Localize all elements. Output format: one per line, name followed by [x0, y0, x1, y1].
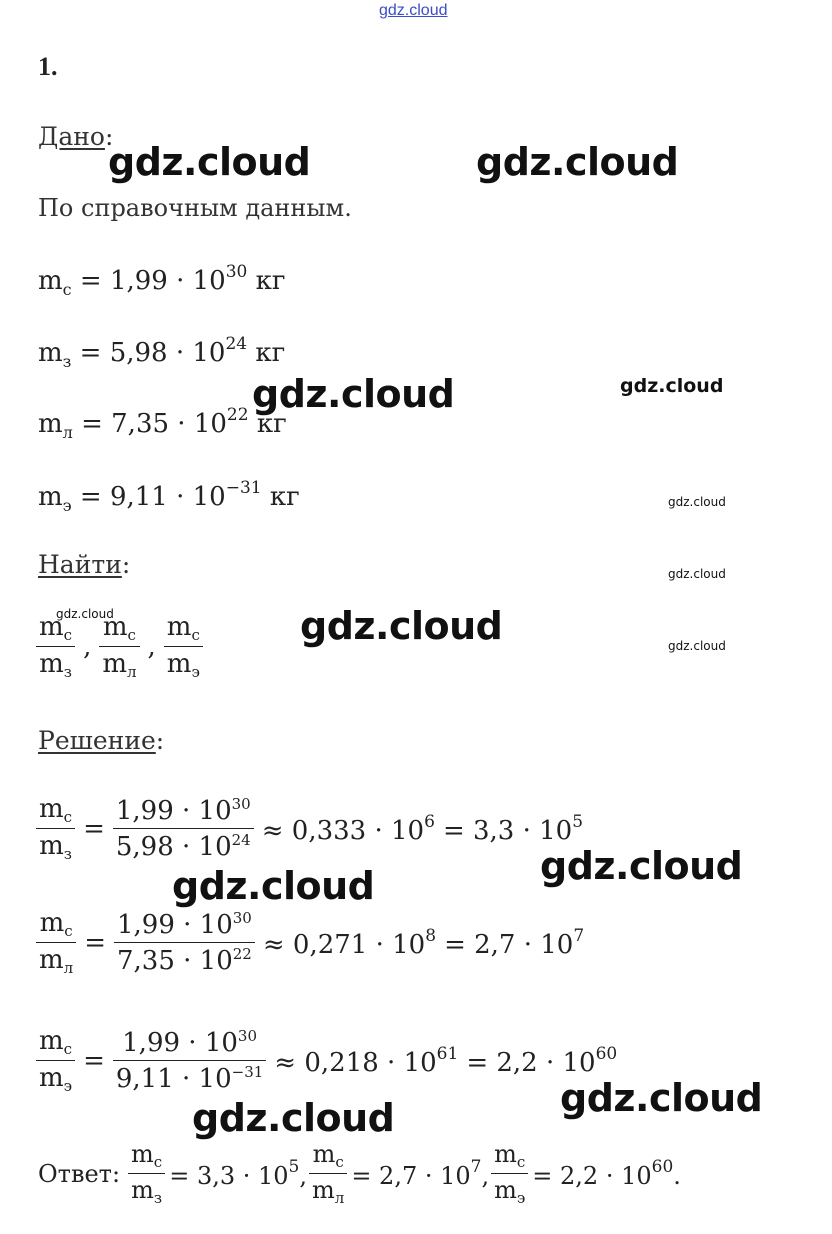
result-value: = 3,3 · 10 [442, 815, 573, 846]
answer-separator: . [673, 1162, 681, 1190]
solution-fraction [114, 909, 255, 976]
watermark: gdz.cloud [300, 604, 503, 648]
lhs-numerator-sub: с [63, 1040, 73, 1058]
find-ratio-sun-moon [99, 612, 139, 681]
lhs-numerator-sub: с [63, 808, 73, 826]
solution-lhs [36, 1026, 75, 1095]
approx-exp: 8 [425, 925, 437, 946]
find-ratios [36, 612, 203, 681]
watermark: gdz.cloud [620, 375, 724, 397]
fraction-denominator-exp: −31 [231, 1063, 264, 1081]
equals-sign: = [83, 1045, 105, 1076]
lhs-denominator-sub: э [63, 1077, 73, 1095]
ratio-numerator-sub: с [63, 626, 73, 644]
fraction-numerator-exp: 30 [237, 1027, 258, 1045]
answer-value-exp: 60 [651, 1157, 674, 1177]
fraction-numerator: 1,99 · 10 [116, 910, 233, 940]
answer-value [532, 1157, 681, 1190]
given-value: = 7,35 · 10 [81, 409, 227, 439]
answer-denominator: m [494, 1176, 517, 1204]
lhs-numerator: m [39, 908, 65, 938]
lhs-denominator: m [39, 831, 64, 861]
given-symbol-sub: э [62, 496, 72, 515]
answer-numerator-sub: с [153, 1153, 163, 1171]
approx-exp: 6 [424, 811, 435, 832]
result-exp: 5 [572, 811, 584, 832]
find-ratio-sun-electron [164, 612, 203, 681]
given-unit: кг [255, 266, 286, 296]
lhs-numerator: m [39, 1026, 64, 1056]
answer-value-text: = 2,7 · 10 [351, 1162, 471, 1190]
solution-result [444, 926, 584, 960]
ratio-denominator: m [39, 649, 64, 679]
answer-numerator: m [312, 1140, 336, 1168]
ratio-separator: , [147, 631, 156, 662]
answer-value-exp: 5 [288, 1157, 300, 1177]
ratio-numerator: m [39, 612, 64, 642]
solution-line-1 [36, 794, 583, 863]
answer-value-text: = 3,3 · 10 [169, 1162, 289, 1190]
answer-value-exp: 7 [470, 1157, 482, 1177]
solution-heading [38, 726, 164, 755]
watermark: gdz.cloud [476, 140, 679, 184]
find-ratio-sun-earth [36, 612, 75, 681]
find-heading [38, 550, 130, 579]
result-value: = 2,7 · 10 [444, 929, 574, 960]
answer-separator: , [299, 1162, 308, 1190]
answer-line [38, 1140, 681, 1207]
fraction-denominator: 9,11 · 10 [115, 1064, 232, 1094]
lhs-numerator: m [39, 794, 64, 824]
answer-ratio [128, 1140, 165, 1207]
answer-numerator-sub: с [516, 1153, 526, 1171]
ratio-numerator: m [102, 612, 128, 642]
answer-numerator: m [494, 1140, 517, 1168]
answer-value [351, 1157, 489, 1190]
ratio-denominator-sub: л [126, 663, 137, 681]
lhs-denominator: m [39, 1063, 64, 1093]
ratio-denominator-sub: э [191, 663, 200, 681]
answer-value-text: = 2,2 · 10 [532, 1162, 652, 1190]
watermark: gdz.cloud [668, 495, 726, 509]
fraction-numerator-exp: 30 [231, 795, 251, 813]
lhs-denominator-sub: л [63, 959, 74, 977]
given-symbol-sub: с [62, 280, 72, 299]
equals-sign: = [84, 927, 106, 958]
given-symbol-sub: з [62, 352, 72, 371]
solution-line-3 [36, 1026, 617, 1095]
result-exp: 60 [595, 1043, 618, 1064]
given-unit: кг [256, 409, 287, 439]
solution-approx [263, 926, 436, 960]
fraction-numerator: 1,99 · 10 [115, 796, 232, 826]
given-unit: кг [269, 482, 300, 512]
reference-note: По справочным данным. [38, 194, 352, 222]
ratio-denominator-sub: з [63, 663, 72, 681]
given-exponent: 24 [225, 334, 248, 354]
find-heading-colon: : [121, 550, 131, 579]
approx-value: ≈ 0,333 · 10 [261, 815, 425, 846]
fraction-denominator-exp: 24 [231, 831, 251, 849]
watermark: gdz.cloud [108, 140, 311, 184]
fraction-denominator: 7,35 · 10 [116, 946, 233, 976]
fraction-numerator-exp: 30 [232, 909, 252, 927]
watermark-top-link[interactable]: gdz.cloud [379, 2, 448, 19]
watermark: gdz.cloud [668, 567, 726, 581]
answer-denominator-sub: л [334, 1189, 345, 1207]
answer-denominator: m [131, 1176, 154, 1204]
ratio-numerator: m [166, 612, 192, 642]
watermark: gdz.cloud [560, 1076, 763, 1120]
lhs-denominator-sub: з [63, 845, 72, 863]
answer-value [169, 1157, 307, 1190]
ratio-denominator: m [102, 649, 127, 679]
watermark: gdz.cloud [56, 607, 114, 621]
given-symbol: m [38, 338, 63, 368]
given-unit: кг [255, 338, 286, 368]
result-value: = 2,2 · 10 [466, 1047, 596, 1078]
approx-value: ≈ 0,271 · 10 [262, 929, 426, 960]
solution-approx [262, 812, 435, 846]
answer-numerator-sub: с [335, 1153, 344, 1171]
ratio-denominator: m [166, 649, 192, 679]
answer-label: Ответ: [38, 1159, 121, 1188]
answer-denominator-sub: з [153, 1189, 163, 1207]
given-item-sun [38, 262, 286, 299]
solution-approx [274, 1044, 458, 1078]
solution-result [443, 812, 583, 846]
lhs-numerator-sub: с [64, 922, 73, 940]
equals-sign: = [83, 813, 105, 844]
solution-line-2 [36, 908, 584, 977]
ratio-numerator-sub: с [191, 626, 200, 644]
given-heading-colon: : [104, 122, 114, 151]
find-heading-text: Найти [38, 550, 122, 579]
given-symbol-sub: л [62, 423, 73, 442]
given-heading [38, 122, 113, 151]
answer-numerator: m [131, 1140, 154, 1168]
fraction-denominator-exp: 22 [232, 945, 252, 963]
watermark: gdz.cloud [668, 639, 726, 653]
answer-denominator-sub: э [516, 1189, 526, 1207]
fraction-numerator: 1,99 · 10 [122, 1028, 238, 1058]
given-item-moon [38, 405, 287, 442]
solution-heading-colon: : [155, 726, 165, 755]
given-exponent: 30 [225, 262, 248, 282]
watermark: gdz.cloud [540, 844, 743, 888]
given-value: = 9,11 · 10 [79, 482, 226, 512]
fraction-denominator: 5,98 · 10 [115, 832, 232, 862]
given-item-earth [38, 334, 285, 371]
solution-fraction [113, 1027, 266, 1094]
given-value: = 1,99 · 10 [79, 266, 226, 296]
given-symbol: m [38, 266, 63, 296]
given-exponent: −31 [225, 478, 262, 498]
result-exp: 7 [573, 925, 585, 946]
approx-value: ≈ 0,218 · 10 [274, 1047, 437, 1078]
given-item-electron [38, 478, 300, 515]
ratio-separator: , [83, 631, 92, 662]
given-symbol: m [38, 482, 63, 512]
given-symbol: m [38, 409, 63, 439]
solution-lhs [36, 908, 76, 977]
answer-ratio [491, 1140, 528, 1207]
solution-lhs [36, 794, 75, 863]
watermark: gdz.cloud [252, 372, 455, 416]
answer-ratio [309, 1140, 347, 1207]
approx-exp: 61 [436, 1043, 459, 1064]
given-value: = 5,98 · 10 [79, 338, 226, 368]
given-exponent: 22 [226, 405, 249, 425]
answer-denominator: m [312, 1176, 335, 1204]
given-heading-text: Дано [38, 122, 105, 151]
watermark: gdz.cloud [172, 864, 375, 908]
watermark: gdz.cloud [192, 1096, 395, 1140]
solution-result [466, 1044, 617, 1078]
answer-separator: , [481, 1162, 490, 1190]
solution-fraction [113, 795, 254, 862]
lhs-denominator: m [39, 945, 64, 975]
problem-number: 1. [38, 52, 58, 81]
solution-heading-text: Решение [38, 726, 156, 755]
ratio-numerator-sub: с [127, 626, 136, 644]
